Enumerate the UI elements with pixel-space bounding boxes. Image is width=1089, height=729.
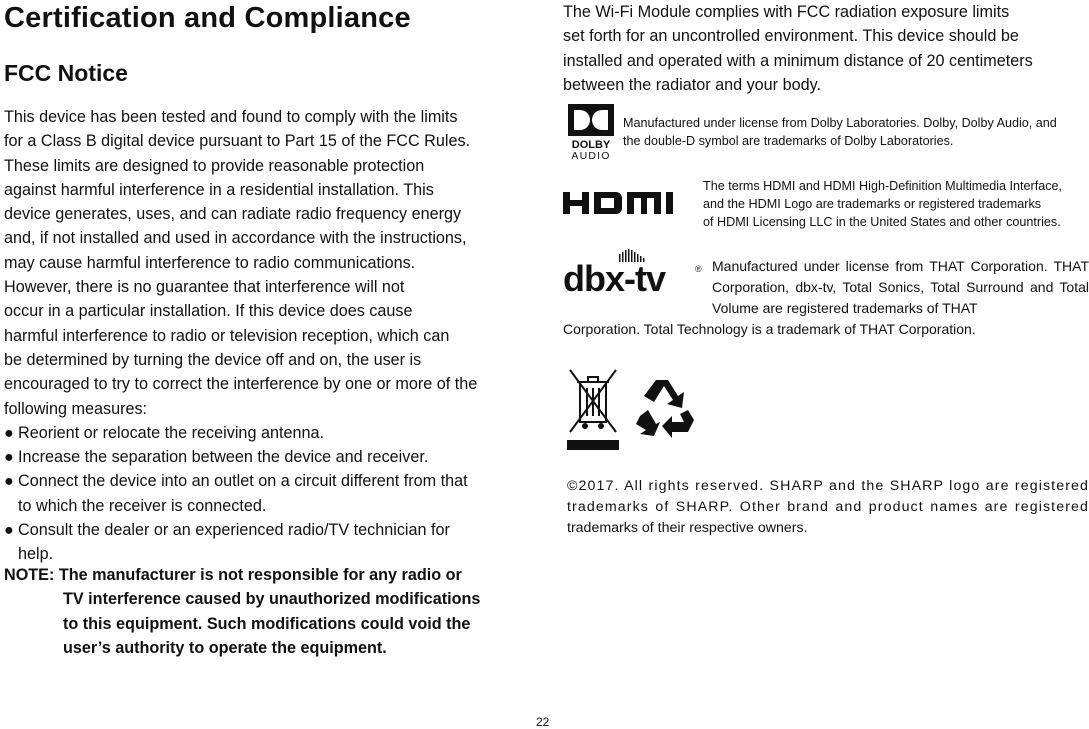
hdmi-line: The terms HDMI and HDMI High-Definition Multimedia Interface, — [703, 179, 1063, 193]
paragraph-line: for a Class B digital device pursuant to Part 15 of the FCC Rules. — [4, 132, 471, 151]
note-line: TV interference caused by unauthorized modifications — [63, 590, 481, 609]
list-item — [4, 445, 534, 469]
bullet-icon: ● — [4, 472, 14, 491]
dolby-logo-word: DOLBY — [571, 139, 611, 151]
hdmi-trademark-text — [703, 177, 1089, 231]
fcc-paragraph — [4, 105, 534, 567]
bullet-line: help. — [18, 545, 54, 564]
hdmi-line: of HDMI Licensing LLC in the United States and other countries. — [703, 215, 1061, 229]
dolby-audio-logo — [566, 100, 618, 160]
dolby-trademark-text — [623, 114, 1089, 150]
list-item — [4, 518, 534, 567]
note-line: NOTE: The manufacturer is not responsible for any radio or — [4, 566, 462, 584]
dbx-tv-logo — [563, 248, 703, 298]
list-item — [4, 469, 534, 518]
paragraph-line: following measures: — [4, 399, 148, 418]
hdmi-logo — [563, 190, 693, 216]
bullet-line: Connect the device into an outlet on a circuit different from that — [18, 472, 468, 491]
copyright-notice — [567, 476, 1089, 539]
page-title: Certification and Compliance — [4, 2, 411, 34]
wifi-line: installed and operated with a minimum distance of 20 centimeters — [563, 51, 1033, 70]
weee-crossed-bin-icon — [567, 366, 619, 452]
list-item — [4, 421, 534, 445]
paragraph-line: device generates, uses, and can radiate radio frequency energy — [4, 205, 462, 224]
bullet-line: Increase the separation between the device and receiver. — [18, 448, 429, 467]
note-line: to this equipment. Such modifications could void the — [63, 614, 471, 633]
paragraph-line: be determined by turning the device off and on, the user is — [4, 350, 422, 369]
dolby-logo-word: AUDIO — [571, 150, 611, 160]
section-heading-fcc: FCC Notice — [4, 60, 128, 86]
note-line: user’s authority to operate the equipment. — [63, 638, 387, 657]
dolby-line: the double-D symbol are trademarks of Dolby Laboratories. — [623, 134, 954, 148]
dbx-trademark-text-end: Corporation. Total Technology is a trademark of THAT Corporation. — [563, 321, 976, 337]
paragraph-line: encouraged to try to correct the interference by one or more of the — [4, 375, 478, 394]
bullet-icon: ● — [4, 448, 14, 467]
wifi-notice — [563, 0, 1089, 97]
dbx-trademark-text: Manufactured under license from THAT Corporation. THAT Corporation, dbx-tv, Total Sonics, Total Surround and Total Volume are registered trademarks of THAT — [712, 258, 1089, 316]
note-block — [4, 563, 534, 660]
wifi-line: set forth for an uncontrolled environment. This device should be — [563, 27, 1019, 46]
wifi-line: between the radiator and your body. — [563, 75, 821, 94]
bullet-icon: ● — [4, 521, 14, 540]
wifi-line: The Wi-Fi Module complies with FCC radiation exposure limits — [563, 3, 1010, 21]
bullet-icon: ● — [4, 423, 14, 442]
bullet-line: Consult the dealer or an experienced radio/TV technician for — [18, 521, 450, 540]
copyright-line: trademarks of their respective owners. — [567, 520, 808, 536]
bullet-line: to which the receiver is connected. — [18, 496, 267, 515]
bullet-line: Reorient or relocate the receiving antenna. — [18, 423, 324, 442]
paragraph-line: and, if not installed and used in accordance with the instructions, — [4, 229, 467, 248]
paragraph-line: However, there is no guarantee that interference will not — [4, 278, 405, 297]
registered-mark: ® — [695, 264, 702, 274]
paragraph-line: may cause harmful interference to radio communications. — [4, 253, 416, 272]
dbx-logo-word: dbx-tv — [563, 258, 665, 298]
paragraph-line: These limits are designed to provide reasonable protection — [4, 156, 425, 175]
paragraph-line: This device has been tested and found to comply with the limits — [4, 108, 458, 126]
page-number: 22 — [536, 715, 550, 729]
recycle-icon — [634, 376, 698, 442]
paragraph-line: harmful interference to radio or television reception, which can — [4, 326, 450, 345]
dolby-line: Manufactured under license from Dolby Laboratories. Dolby, Dolby Audio, and — [623, 116, 1057, 130]
copyright-line: ©2017. All rights reserved. SHARP and the SHARP logo are registered — [567, 478, 1089, 494]
paragraph-line: against harmful interference in a residential installation. This — [4, 180, 434, 199]
hdmi-line: and the HDMI Logo are trademarks or registered trademarks — [703, 197, 1042, 211]
paragraph-line: occur in a particular installation. If this device does cause — [4, 302, 413, 321]
copyright-line: trademarks of SHARP. Other brand and product names are registered — [567, 499, 1089, 515]
